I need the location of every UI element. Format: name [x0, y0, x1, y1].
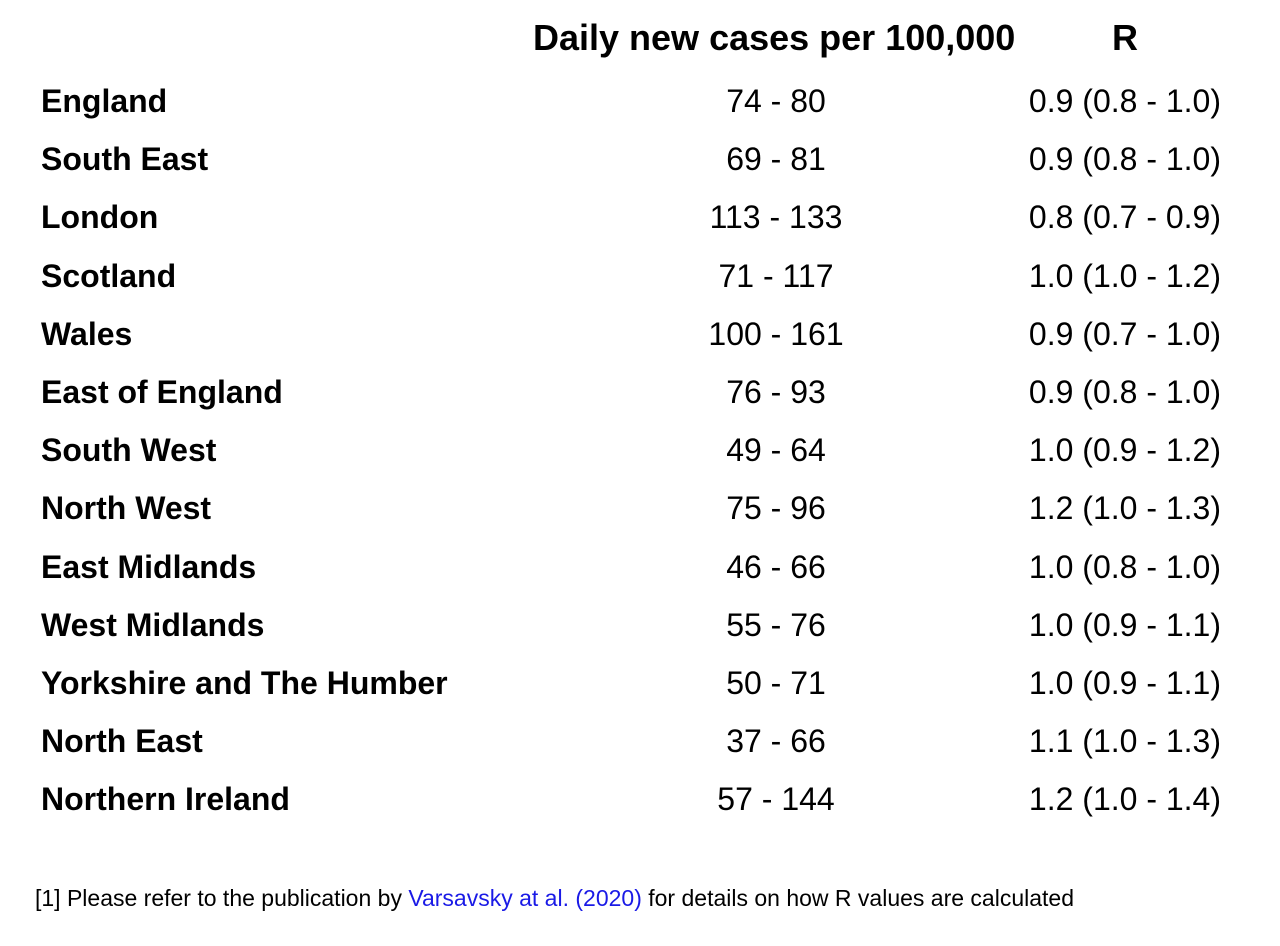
- daily-cases-range: 55 - 76: [726, 606, 826, 643]
- region-name: Scotland: [41, 257, 177, 294]
- r-value: 0.9 (0.7 - 1.0): [1028, 315, 1221, 352]
- region-name: England: [41, 83, 168, 119]
- daily-cases-range: 75 - 96: [726, 490, 826, 527]
- table-row: [0, 596, 1280, 654]
- region-name: London: [41, 199, 159, 236]
- daily-cases-range: 37 - 66: [726, 723, 826, 760]
- table-row: [0, 479, 1280, 537]
- region-name: East Midlands: [41, 548, 257, 585]
- daily-cases-range: 69 - 81: [726, 141, 826, 178]
- table-row: [0, 247, 1280, 305]
- region-name: South West: [41, 432, 217, 469]
- table-row: [0, 712, 1280, 770]
- table-row: [0, 188, 1280, 246]
- table-row: [0, 72, 1280, 130]
- region-name: North East: [41, 723, 203, 760]
- region-name: Yorkshire and The Humber: [41, 664, 448, 701]
- daily-cases-range: 46 - 66: [726, 548, 826, 585]
- r-value: 1.0 (0.9 - 1.1): [1028, 606, 1221, 643]
- footnote-prefix: [1] Please refer to the publication by: [35, 885, 409, 911]
- daily-cases-range: 49 - 64: [726, 432, 826, 469]
- column-header-r: R: [1112, 17, 1138, 58]
- r-value: 0.9 (0.8 - 1.0): [1028, 141, 1221, 178]
- daily-cases-range: 57 - 144: [717, 781, 835, 818]
- r-value: 1.1 (1.0 - 1.3): [1028, 723, 1221, 760]
- region-name: Northern Ireland: [41, 781, 290, 818]
- footnote-suffix: for details on how R values are calculated: [641, 885, 1074, 911]
- footnote: [35, 880, 1074, 916]
- publication-link[interactable]: Varsavsky at al. (2020): [408, 885, 642, 911]
- region-name: Wales: [41, 315, 133, 352]
- r-value: 0.8 (0.7 - 0.9): [1028, 199, 1221, 236]
- daily-cases-range: 76 - 93: [726, 373, 826, 410]
- table-row: [0, 421, 1280, 479]
- data-table: [0, 72, 1280, 828]
- table-row: [0, 305, 1280, 363]
- region-name: West Midlands: [41, 606, 265, 643]
- r-value: 1.2 (1.0 - 1.3): [1028, 490, 1221, 527]
- region-name: East of England: [41, 373, 283, 410]
- r-value: 0.9 (0.8 - 1.0): [1028, 373, 1221, 410]
- region-name: North West: [41, 490, 212, 527]
- r-value: 0.9 (0.8 - 1.0): [1028, 83, 1221, 119]
- r-value: 1.0 (0.8 - 1.0): [1028, 548, 1221, 585]
- column-header-daily-cases: Daily new cases per 100,000: [533, 17, 1016, 58]
- table-row: [0, 538, 1280, 596]
- daily-cases-range: 100 - 161: [708, 315, 844, 352]
- table-row: [0, 363, 1280, 421]
- table-row: [0, 654, 1280, 712]
- daily-cases-range: 113 - 133: [709, 199, 843, 236]
- table-row: [0, 770, 1280, 828]
- table-row: [0, 130, 1280, 188]
- r-value: 1.0 (1.0 - 1.2): [1028, 257, 1221, 294]
- daily-cases-range: 71 - 117: [718, 257, 834, 294]
- daily-cases-range: 74 - 80: [726, 83, 826, 119]
- r-value: 1.0 (0.9 - 1.1): [1028, 664, 1221, 701]
- r-value: 1.2 (1.0 - 1.4): [1028, 781, 1221, 818]
- daily-cases-range: 50 - 71: [726, 664, 826, 701]
- region-name: South East: [41, 141, 209, 178]
- r-value: 1.0 (0.9 - 1.2): [1028, 432, 1221, 469]
